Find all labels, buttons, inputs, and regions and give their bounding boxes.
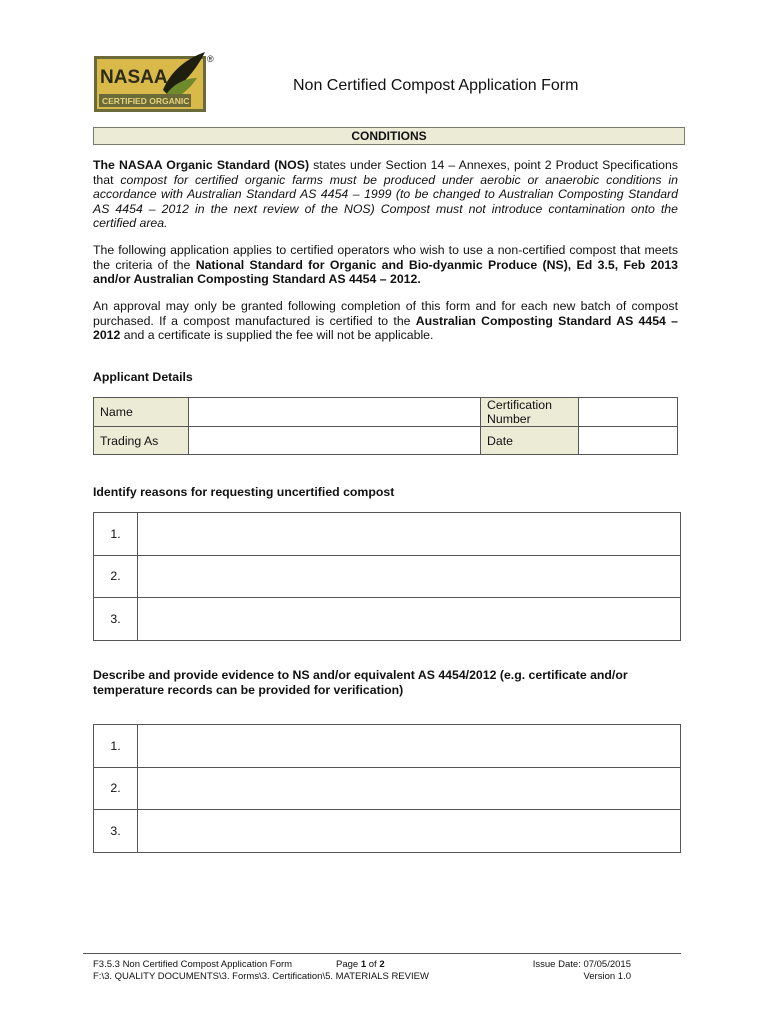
footer-path: F:\3. QUALITY DOCUMENTS\3. Forms\3. Certification\5. MATERIALS REVIEW	[93, 971, 429, 982]
nasaa-logo	[93, 50, 209, 114]
registered-mark: ®	[207, 54, 214, 64]
trading-as-field[interactable]	[189, 427, 481, 455]
footer-divider	[83, 953, 681, 954]
trading-as-label: Trading As	[94, 427, 189, 455]
table-row	[94, 767, 681, 810]
row-number: 1.	[94, 513, 138, 556]
name-field[interactable]	[189, 398, 481, 427]
evidence-field-3[interactable]	[138, 810, 681, 853]
footer-issue-date: Issue Date: 07/05/2015	[532, 959, 631, 970]
certification-number-field[interactable]	[579, 398, 678, 427]
reasons-heading: Identify reasons for requesting uncertified compost	[93, 485, 395, 499]
evidence-heading: Describe and provide evidence to NS and/or equivalent AS 4454/2012 (e.g. certificate and/or temperature records can be provided for verification)	[93, 668, 628, 697]
reason-field-1[interactable]	[138, 513, 681, 556]
row-number: 1.	[94, 725, 138, 768]
row-number: 3.	[94, 810, 138, 853]
date-label: Date	[481, 427, 579, 455]
footer-page-number: Page 1 of 2	[336, 959, 385, 970]
applicant-table	[93, 397, 678, 455]
page-title: Non Certified Compost Application Form	[293, 77, 579, 94]
table-row	[94, 513, 681, 556]
table-row	[94, 598, 681, 641]
conditions-paragraph-2: The following application applies to certified operators who wish to use a non-certified compost that meets the criteria of the National Standard for Organic and Bio-dyanmic Produce (NS), Ed 3.5, Feb 2013 and/or Australian Composting Standard AS 4454 – 2012.	[93, 243, 679, 286]
logo-subtext: CERTIFIED ORGANIC	[102, 96, 190, 106]
certification-number-label: Certification Number	[481, 398, 579, 427]
evidence-field-1[interactable]	[138, 725, 681, 768]
evidence-field-2[interactable]	[138, 767, 681, 810]
footer-doc-name: F3.5.3 Non Certified Compost Application Form	[93, 959, 293, 970]
conditions-paragraph-3: An approval may only be granted following completion of this form and for each new batch of compost purchased. If a compost manufactured is certified to the Australian Composting Standard AS 4454 – 2012 and a certificate is supplied the fee will not be applicable.	[93, 299, 678, 342]
conditions-heading: CONDITIONS	[93, 127, 685, 145]
logo-text: NASAA	[100, 67, 168, 88]
row-number: 2.	[94, 555, 138, 598]
applicant-heading: Applicant Details	[93, 370, 193, 384]
table-row	[94, 810, 681, 853]
conditions-paragraph-1: The NASAA Organic Standard (NOS) states under Section 14 – Annexes, point 2 Product Specifications that compost for certified organic farms must be produced under aerobic or anaerobic conditions in accordance with Australian Standard AS 4454 – 1999 (to be changed to Australian Composting Standard AS 4454 – 2012 in the next review of the NOS) Compost must not introduce contamination onto the certified area.	[93, 158, 678, 230]
date-field[interactable]	[579, 427, 678, 455]
table-row	[94, 555, 681, 598]
row-number: 3.	[94, 598, 138, 641]
reasons-table	[93, 512, 681, 641]
reason-field-2[interactable]	[138, 555, 681, 598]
reason-field-3[interactable]	[138, 598, 681, 641]
footer-issue-info	[530, 959, 631, 983]
name-label: Name	[94, 398, 189, 427]
table-row	[94, 725, 681, 768]
row-number: 2.	[94, 767, 138, 810]
footer-version: Version 1.0	[583, 971, 631, 982]
evidence-table	[93, 724, 681, 853]
